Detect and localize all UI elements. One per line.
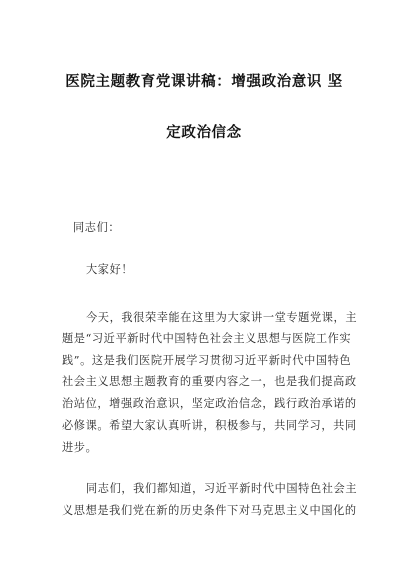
paragraph-1-line: 必修课。希望大家认真听讲，积极参与，共同学习，共同 [62,419,357,432]
greeting: 大家好！ [86,263,134,276]
salutation: 同志们： [73,221,121,234]
paragraph-1-line: 社会主义思想主题教育的重要内容之一，也是我们提高政 [62,375,357,388]
paragraph-2-line: 义思想是我们党在新的历史条件下对马克思主义中国化的 [62,504,357,517]
paragraph-1-line: 践”。这是我们医院开展学习贯彻习近平新时代中国特色 [62,354,352,367]
paragraph-1-line: 治站位，增强政治意识，坚定政治信念，践行政治承诺的 [62,397,357,410]
paragraph-2-line: 同志们，我们都知道，习近平新时代中国特色社会主 [86,482,358,495]
paragraph-1-line: 今天，我很荣幸能在这里为大家讲一堂专题党课，主 [86,311,358,324]
paragraph-1-line: 题是“习近平新时代中国特色社会主义思想与医院工作实 [62,332,352,345]
document-title-line-2: 定政治信念 [166,125,242,141]
document-title-line-1: 医院主题教育党课讲稿：增强政治意识 坚 [65,74,343,90]
paragraph-1-line: 进步。 [62,441,98,454]
